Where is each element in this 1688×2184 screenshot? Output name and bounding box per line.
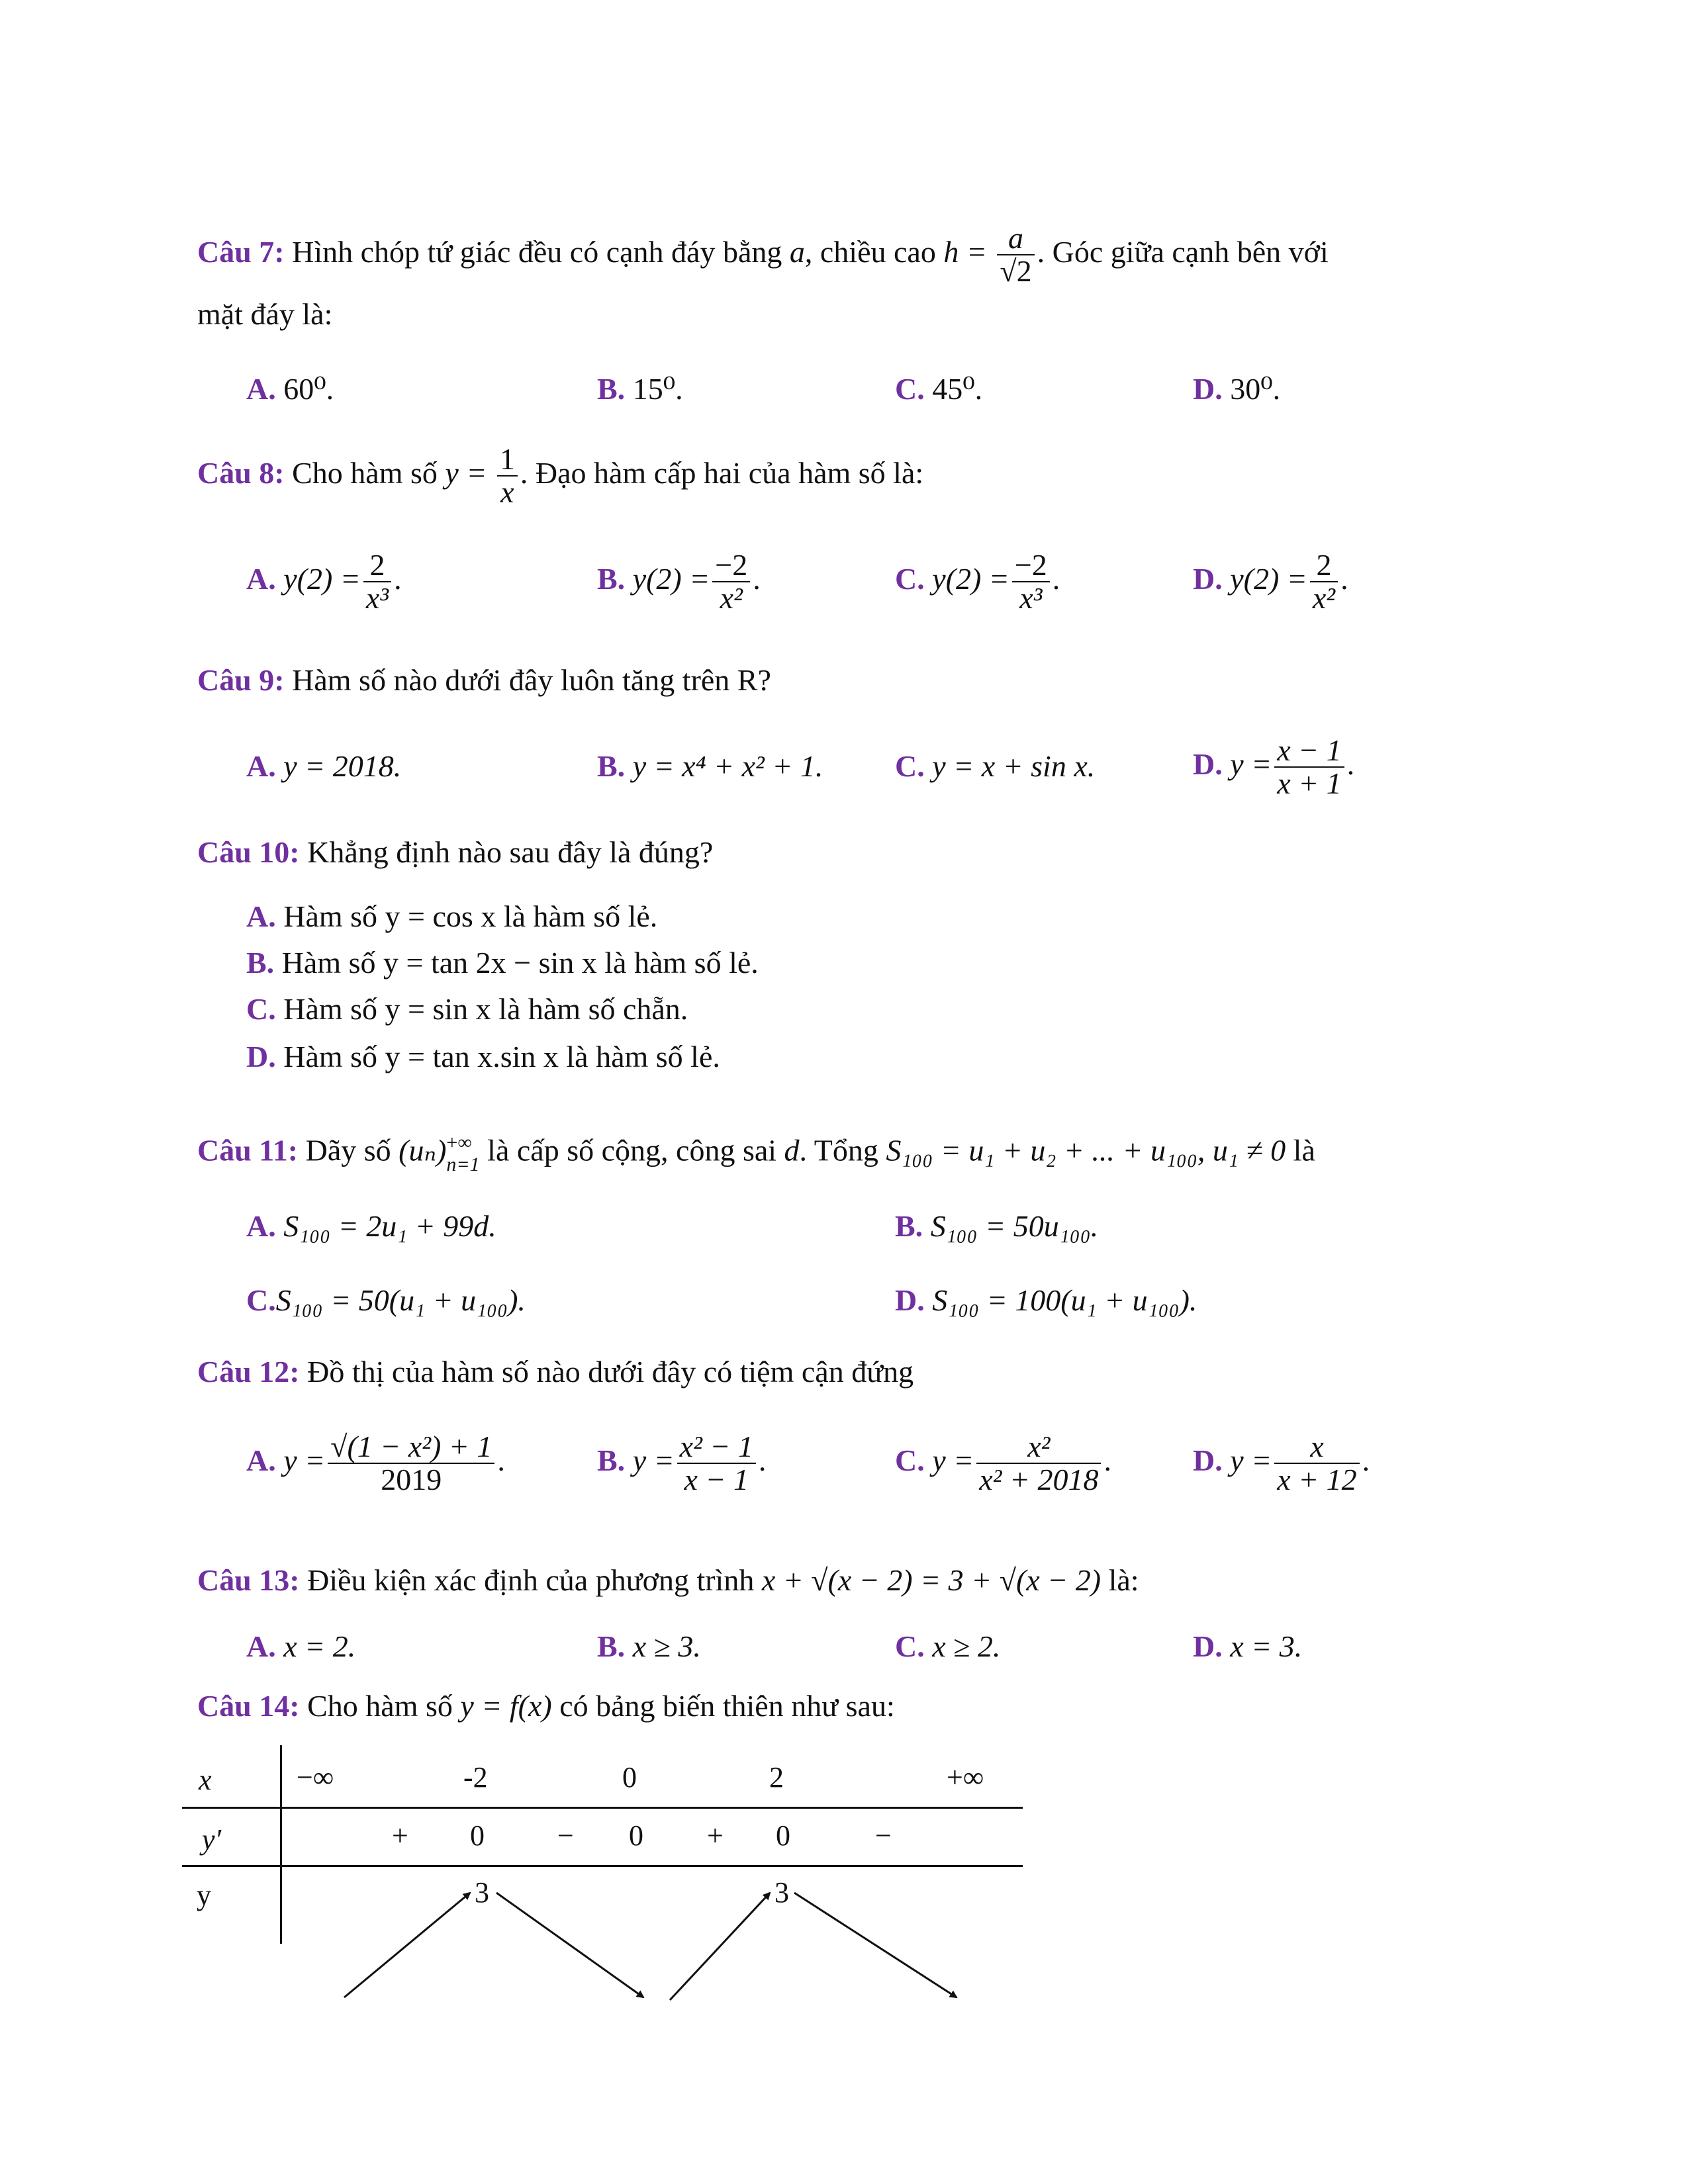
q9-option-d-lhs: y = bbox=[1230, 747, 1272, 781]
q7-option-a-text: 60⁰. bbox=[283, 372, 334, 406]
q12-option-c-num: x² bbox=[976, 1431, 1101, 1464]
q9-option-a-label: A. bbox=[246, 749, 276, 783]
q12-option-c-label: C. bbox=[895, 1443, 925, 1477]
q8-option-a-den: x³ bbox=[365, 581, 389, 615]
q12-option-b-den: x − 1 bbox=[684, 1463, 749, 1497]
q11-option-b-text: S₁₀₀ = 50u₁₀₀. bbox=[930, 1209, 1099, 1243]
q12-option-b-label: B. bbox=[597, 1443, 626, 1477]
q13-option-b-label: B. bbox=[597, 1629, 626, 1663]
q9-option-c-label: C. bbox=[895, 749, 925, 783]
q7-text3: . Góc giữa cạnh bên với bbox=[1037, 234, 1329, 269]
q7-option-d-label: D. bbox=[1193, 372, 1223, 406]
q8-num: 1 bbox=[497, 443, 518, 477]
q12-option-a-label: A. bbox=[246, 1443, 276, 1477]
q13-option-b-text: x ≥ 3. bbox=[632, 1629, 701, 1663]
yprime-sign-2: − bbox=[557, 1819, 574, 1852]
q11-option-a-text: S₁₀₀ = 2u₁ + 99d. bbox=[283, 1209, 496, 1243]
q8-option-a-label: A. bbox=[246, 561, 276, 596]
q7-option-a-label: A. bbox=[246, 372, 276, 406]
q13-label: Câu 13: bbox=[197, 1563, 300, 1597]
q11-option-d-text: S₁₀₀ = 100(u₁ + u₁₀₀). bbox=[932, 1283, 1197, 1317]
arrow-up-2 bbox=[670, 1893, 770, 2000]
y-max-2: 3 bbox=[774, 1876, 789, 1909]
table-header-y: y bbox=[197, 1879, 211, 1911]
q13-option-a-text: x = 2. bbox=[283, 1629, 356, 1663]
q7-text2: , chiều cao bbox=[804, 234, 936, 269]
yprime-sign-1: + bbox=[392, 1819, 408, 1852]
q8-option-d-den: x² bbox=[1312, 581, 1336, 615]
q10-text: Khẳng định nào sau đây là đúng? bbox=[307, 835, 714, 869]
q9-option-d-label: D. bbox=[1193, 747, 1223, 781]
q8-option-b: B. y(2) = $\frac{-2}{\text{x²}}$ . bbox=[597, 548, 761, 615]
q7-h-num: a bbox=[997, 222, 1034, 255]
q11-seq: (uₙ) bbox=[399, 1133, 447, 1167]
x-value-pos-inf: +∞ bbox=[947, 1761, 984, 1794]
arrow-up-1 bbox=[344, 1893, 470, 1997]
q7-option-b-label: B. bbox=[597, 372, 626, 406]
q11-option-c-label: C. bbox=[246, 1283, 276, 1317]
q12-option-b-lhs: y = bbox=[632, 1443, 675, 1477]
q12-option-d: D. y = $\frac{x}{x + 12}$ . bbox=[1193, 1430, 1370, 1497]
q9-option-a-text: y = 2018. bbox=[283, 749, 402, 783]
q10-option-a-text: Hàm số y = cos x là hàm số lẻ. bbox=[283, 899, 658, 933]
q12-option-a-num: √(1 − x²) + 1 bbox=[328, 1431, 494, 1464]
q13-option-a-label: A. bbox=[246, 1629, 276, 1663]
q12-label: Câu 12: bbox=[197, 1355, 300, 1388]
q12-option-d-num: x bbox=[1274, 1431, 1359, 1464]
q11-option-b-label: B. bbox=[895, 1209, 923, 1243]
x-value-neg-inf: −∞ bbox=[297, 1761, 334, 1794]
q7-label: Câu 7: bbox=[197, 234, 285, 269]
q8-text1: Cho hàm số bbox=[292, 455, 438, 490]
q8-option-d-label: D. bbox=[1193, 561, 1223, 596]
q10-option-d-text: Hàm số y = tan x.sin x là hàm số lẻ. bbox=[283, 1040, 720, 1073]
q7-text1: Hình chóp tứ giác đều có cạnh đáy bằng bbox=[292, 234, 782, 269]
q13-equation: x + √(x − 2) = 3 + √(x − 2) bbox=[761, 1563, 1102, 1597]
q8-option-c-label: C. bbox=[895, 561, 925, 596]
x-value-neg2: -2 bbox=[463, 1761, 488, 1794]
q7-option-d-text: 30⁰. bbox=[1230, 372, 1281, 406]
q8-text2: . Đạo hàm cấp hai của hàm số là: bbox=[520, 455, 924, 490]
q11-option-c-text: S₁₀₀ = 50(u₁ + u₁₀₀). bbox=[275, 1283, 526, 1317]
q8-option-a: A. y(2) = $\frac{2}{\text{x³}}$ . bbox=[246, 548, 402, 615]
q9-option-d-den: x + 1 bbox=[1277, 766, 1342, 801]
q10-option-a-label: A. bbox=[246, 899, 276, 933]
q12-option-c-lhs: y = bbox=[932, 1443, 974, 1477]
q9-option-c-text: y = x + sin x. bbox=[932, 749, 1096, 783]
q12-option-c: C. y = $\frac{\text{x²}}{\text{x² + 2018}}$ . bbox=[895, 1430, 1111, 1497]
q12-option-a-lhs: y = bbox=[283, 1443, 326, 1477]
q10-option-b-label: B. bbox=[246, 946, 275, 979]
yprime-zero-2: 0 bbox=[629, 1819, 643, 1852]
x-value-0: 0 bbox=[622, 1761, 637, 1794]
q10-option-c-text: Hàm số y = sin x là hàm số chẵn. bbox=[283, 992, 688, 1026]
q8-label: Câu 8: bbox=[197, 455, 285, 490]
q8-option-c-lhs: y(2) = bbox=[932, 561, 1009, 596]
q13-option-c-text: x ≥ 2. bbox=[932, 1629, 1001, 1663]
q7-h-eq: h = bbox=[943, 234, 987, 269]
q7-line2: mặt đáy là: bbox=[197, 297, 333, 331]
q11-text4: là bbox=[1293, 1133, 1315, 1167]
q8-y-eq: y = bbox=[445, 455, 487, 490]
q7-option-b-text: 15⁰. bbox=[632, 372, 683, 406]
q8-option-c-den: x³ bbox=[1019, 581, 1043, 615]
q8-option-d: D. y(2) = $\frac{2}{\text{x²}}$ . bbox=[1193, 548, 1348, 615]
q9-option-b-text: y = x⁴ + x² + 1. bbox=[632, 749, 823, 783]
y-max-1: 3 bbox=[475, 1876, 489, 1909]
q9-text: Hàm số nào dưới đây luôn tăng trên R? bbox=[292, 663, 771, 697]
q9-option-d: D. y = $\frac{x - 1}{x + 1}$ . bbox=[1193, 733, 1355, 801]
q11-text1: Dãy số bbox=[305, 1133, 391, 1167]
yprime-zero-1: 0 bbox=[470, 1819, 485, 1852]
q7-option-c-label: C. bbox=[895, 372, 925, 406]
table-header-x: x bbox=[199, 1764, 212, 1796]
q11-option-d-label: D. bbox=[895, 1283, 925, 1317]
arrow-down-1 bbox=[496, 1893, 643, 1997]
q8-option-b-den: x² bbox=[720, 581, 743, 615]
q8-option-b-lhs: y(2) = bbox=[632, 561, 710, 596]
q10-option-b-text: Hàm số y = tan 2x − sin x là hàm số lẻ. bbox=[281, 946, 759, 979]
q12-option-d-lhs: y = bbox=[1230, 1443, 1272, 1477]
q10-option-d-label: D. bbox=[246, 1040, 276, 1073]
q8-den: x bbox=[500, 475, 514, 510]
q13-option-d-label: D. bbox=[1193, 1629, 1223, 1663]
q11-var-d: d bbox=[784, 1133, 800, 1167]
q12-option-a-den: 2019 bbox=[381, 1463, 442, 1497]
yprime-sign-3: + bbox=[707, 1819, 724, 1852]
q12-option-d-den: x + 12 bbox=[1277, 1463, 1357, 1497]
q11-label: Câu 11: bbox=[197, 1133, 299, 1167]
q14-label: Câu 14: bbox=[197, 1689, 300, 1723]
table-header-yprime: y′ bbox=[202, 1823, 222, 1856]
q8-option-a-num: 2 bbox=[363, 549, 391, 582]
q9-option-d-num: x − 1 bbox=[1274, 735, 1344, 768]
q11-text3: . Tổng bbox=[799, 1133, 878, 1167]
q8-option-c: C. y(2) = $\frac{-2}{\text{x³}}$ . bbox=[895, 548, 1060, 615]
q11-seq-sub: n=1 bbox=[446, 1154, 480, 1175]
q14-text2: có bảng biến thiên như sau: bbox=[559, 1689, 895, 1723]
q14-text1: Cho hàm số bbox=[307, 1689, 453, 1723]
q12-option-a: A. y = $\frac{\text{√(1 − x²) + 1}}{2019}$ . bbox=[246, 1430, 505, 1497]
q12-option-b-num: x² − 1 bbox=[677, 1431, 756, 1464]
q8-option-c-num: −2 bbox=[1012, 549, 1050, 582]
q7-h-den: √2 bbox=[1000, 254, 1032, 289]
q8-option-a-lhs: y(2) = bbox=[283, 561, 361, 596]
q12-option-b: B. y = $\frac{\text{x² − 1}}{x - 1}$ . bbox=[597, 1430, 767, 1497]
q13-option-d-text: x = 3. bbox=[1230, 1629, 1303, 1663]
q7-var-a: a bbox=[789, 234, 805, 269]
q12-text: Đồ thị của hàm số nào dưới đây có tiệm cận đứng bbox=[307, 1355, 914, 1388]
q13-text1: Điều kiện xác định của phương trình bbox=[307, 1563, 755, 1597]
q14-func: y = f(x) bbox=[460, 1689, 552, 1723]
yprime-sign-4: − bbox=[875, 1819, 892, 1852]
q11-option-a-label: A. bbox=[246, 1209, 276, 1243]
q8-option-d-lhs: y(2) = bbox=[1230, 561, 1307, 596]
arrow-down-2 bbox=[794, 1893, 957, 1997]
q11-sum: S₁₀₀ = u₁ + u₂ + ... + u₁₀₀, u₁ ≠ 0 bbox=[886, 1133, 1286, 1167]
q9-option-b-label: B. bbox=[597, 749, 626, 783]
q7-option-c-text: 45⁰. bbox=[932, 372, 983, 406]
q10-label: Câu 10: bbox=[197, 835, 300, 869]
q9-label: Câu 9: bbox=[197, 663, 285, 697]
q10-option-c-label: C. bbox=[246, 992, 276, 1026]
q8-option-b-num: −2 bbox=[712, 549, 750, 582]
q12-option-d-label: D. bbox=[1193, 1443, 1223, 1477]
q13-text2: là: bbox=[1108, 1563, 1139, 1597]
q8-option-d-num: 2 bbox=[1310, 549, 1338, 582]
yprime-zero-3: 0 bbox=[776, 1819, 790, 1852]
x-value-2: 2 bbox=[769, 1761, 784, 1794]
q11-seq-sup: +∞ bbox=[446, 1132, 472, 1154]
q12-option-c-den: x² + 2018 bbox=[979, 1463, 1099, 1497]
q11-text2: là cấp số cộng, công sai bbox=[487, 1133, 777, 1167]
q8-option-b-label: B. bbox=[597, 561, 626, 596]
q13-option-c-label: C. bbox=[895, 1629, 925, 1663]
